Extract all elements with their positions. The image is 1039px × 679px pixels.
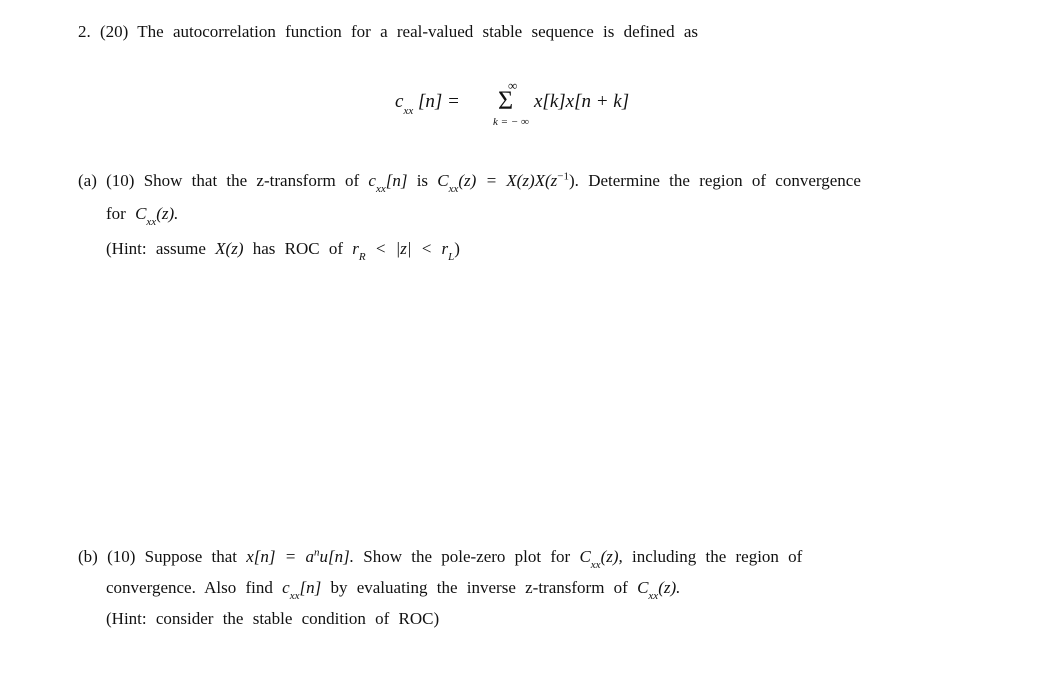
part-b-expr-u: u[n]. — [319, 547, 354, 566]
part-b-l2-text1: convergence. Also find — [106, 578, 273, 597]
part-a-hint-X: X(z) — [215, 239, 244, 258]
part-b-line1 — [78, 546, 803, 572]
part-b-expr-x: x[n] = a — [246, 547, 315, 566]
part-a-c: c — [368, 171, 376, 190]
part-b-l2-c-arg: [n] — [299, 578, 322, 597]
part-a-hint — [106, 239, 460, 264]
part-a-for-C-arg: (z). — [156, 204, 179, 223]
part-a-text3: Determine the region of convergence — [588, 171, 861, 190]
part-a-text2: is — [416, 171, 429, 190]
autocorrelation-equation — [395, 78, 655, 138]
part-b-C: C — [579, 547, 591, 566]
part-a-c-arg: [n] — [385, 171, 408, 190]
part-a-C: C — [437, 171, 449, 190]
part-a-exponent: −1 — [557, 170, 570, 183]
part-a-hint-close: ) — [454, 239, 460, 258]
part-a-hint-r2: r — [441, 239, 449, 258]
part-a-C-sub: xx — [448, 183, 459, 196]
part-a-c-sub: xx — [375, 183, 386, 196]
part-b-text3: including the region of — [632, 547, 803, 566]
part-b-hint: (Hint: consider the stable condition of ROC) — [106, 609, 440, 628]
part-a-hint-r: r — [352, 239, 359, 258]
sum-lower-limit: k = − ∞ — [493, 116, 529, 128]
part-a-hint-L: L — [448, 251, 455, 264]
part-a-hint-R: R — [358, 251, 366, 264]
part-a-text1: (a) (10) Show that the z-transform of — [78, 171, 360, 190]
part-b-l2-C-arg: (z). — [658, 578, 681, 597]
part-a-hint-mid: < |z| < — [374, 239, 433, 258]
part-a-for-C-sub: xx — [146, 216, 157, 229]
part-b-line2 — [106, 578, 681, 603]
part-a-close: ). — [569, 171, 579, 190]
equation-lhs-sub: xx — [403, 104, 414, 117]
problem-heading: 2. (20) The autocorrelation function for a real-valued stable sequence is defined as — [78, 22, 698, 41]
part-a-hint-text1: (Hint: assume — [106, 239, 206, 258]
part-a-line1 — [78, 170, 861, 196]
part-b-l2-C-sub: xx — [648, 590, 659, 603]
part-b-expr-sup: n — [314, 546, 320, 559]
part-a-line2 — [106, 204, 179, 229]
equation-lhs-arg: [n] = — [417, 91, 460, 112]
part-b-C-sub: xx — [590, 559, 601, 572]
part-b-text1: (b) (10) Suppose that — [78, 547, 238, 566]
sum-symbol: Σ — [498, 86, 514, 115]
part-b-l2-c-sub: xx — [289, 590, 300, 603]
equation-lhs-c: c — [395, 91, 404, 112]
part-b-l2-c: c — [282, 578, 290, 597]
sum-upper-limit: ∞ — [508, 78, 518, 93]
part-a-for-C: C — [135, 204, 147, 223]
part-a-hint-text2: has ROC of — [252, 239, 344, 258]
part-b-l2-text2: by evaluating the inverse z-transform of — [330, 578, 628, 597]
part-b-l2-C: C — [637, 578, 649, 597]
part-b-C-arg: (z), — [600, 547, 623, 566]
equation-rhs: x[k]x[n + k] — [534, 91, 630, 112]
part-b-text2: Show the pole-zero plot for — [363, 547, 571, 566]
part-a-C-arg: (z) = X(z)X(z — [458, 171, 558, 190]
equation-lhs — [395, 91, 460, 117]
part-a-for: for — [106, 204, 126, 223]
